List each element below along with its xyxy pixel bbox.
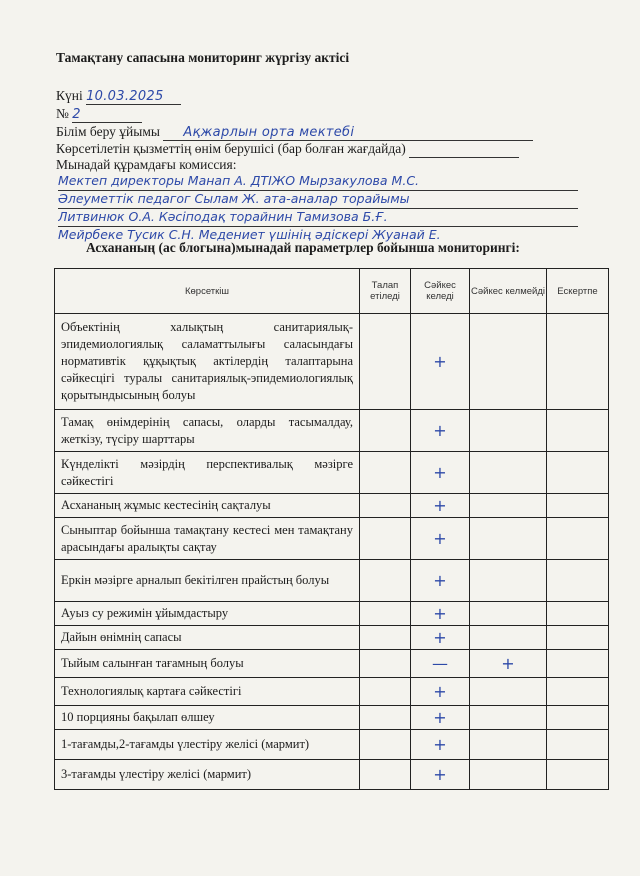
noncompliant-cell (470, 314, 547, 410)
commission-line: Мектеп директоры Манап А. ДТІЖО Мырзакулова М.С. (58, 172, 578, 191)
table-row (55, 452, 609, 494)
required-cell (360, 650, 411, 678)
indicator-cell: Тыйым салынған тағамның болуы (55, 650, 360, 678)
compliant-cell: + (411, 314, 470, 410)
provider-row (56, 141, 519, 158)
note-cell (547, 410, 609, 452)
indicator-cell: 10 порцияны бақылап өлшеу (55, 706, 360, 730)
required-cell (360, 706, 411, 730)
required-cell (360, 760, 411, 790)
table-row (55, 494, 609, 518)
date-row (56, 88, 181, 105)
header-note: Ескертпе (547, 269, 609, 314)
compliant-cell: + (411, 494, 470, 518)
required-cell (360, 730, 411, 760)
compliant-cell: + (411, 760, 470, 790)
table-row (55, 730, 609, 760)
indicator-cell: Ауыз су режимін ұйымдастыру (55, 602, 360, 626)
number-label: № (56, 106, 69, 121)
compliant-cell: + (411, 678, 470, 706)
required-cell (360, 560, 411, 602)
header-noncompliant: Сәйкес келмейді (470, 269, 547, 314)
noncompliant-cell (470, 626, 547, 650)
section-subtitle: Асхананың (ас блогына)мынадай параметрлер бойынша мониторингі: (86, 240, 520, 255)
school-label: Білім беру ұйымы (56, 124, 160, 139)
note-cell (547, 494, 609, 518)
table-row (55, 706, 609, 730)
commission-label: Мынадай құрамдағы комиссия: (56, 157, 237, 172)
note-cell (547, 706, 609, 730)
compliant-cell: + (411, 706, 470, 730)
provider-label: Көрсетілетін қызметтің өнім берушісі (бар болған жағдайда) (56, 141, 406, 156)
number-row (56, 106, 142, 123)
table-row (55, 678, 609, 706)
commission-line: Литвинюк О.А. Кәсіподақ торайнин Тамизова Б.Ғ. (58, 208, 578, 227)
note-cell (547, 650, 609, 678)
required-cell (360, 494, 411, 518)
indicator-cell: Күнделікті мәзірдің перспективалық мәзірге сәйкестігі (55, 452, 360, 494)
indicator-cell: Сыныптар бойынша тамақтану кестесі мен тамақтану арасындағы аралықты сақтау (55, 518, 360, 560)
indicator-cell: Объектінің халықтың санитариялық-эпидемиологиялық саламаттылығы саласындағы нормативтік құқықтық актілердің талаптарына сәйкесцігі туралы санитариялық-эпидемиологиялық қорытындысының болуы (55, 314, 360, 410)
document-title: Тамақтану сапасына мониторинг жүргізу актісі (56, 50, 350, 65)
note-cell (547, 560, 609, 602)
note-cell (547, 602, 609, 626)
required-cell (360, 626, 411, 650)
note-cell (547, 314, 609, 410)
number-value: 2 (72, 107, 142, 123)
note-cell (547, 626, 609, 650)
note-cell (547, 452, 609, 494)
noncompliant-cell (470, 602, 547, 626)
noncompliant-cell (470, 678, 547, 706)
table-row (55, 560, 609, 602)
table-row (55, 760, 609, 790)
note-cell (547, 518, 609, 560)
noncompliant-cell (470, 560, 547, 602)
header-indicator: Көрсеткіш (55, 269, 360, 314)
noncompliant-cell (470, 706, 547, 730)
noncompliant-cell (470, 760, 547, 790)
header-required: Талап етіледі (360, 269, 411, 314)
noncompliant-cell: + (470, 650, 547, 678)
compliant-cell: + (411, 452, 470, 494)
compliant-cell: + (411, 518, 470, 560)
required-cell (360, 678, 411, 706)
table-row (55, 518, 609, 560)
note-cell (547, 760, 609, 790)
compliant-cell: + (411, 626, 470, 650)
required-cell (360, 452, 411, 494)
indicator-cell: Еркін мәзірге арналып бекітілген прайстың болуы (55, 560, 360, 602)
table-row (55, 650, 609, 678)
compliant-cell: + (411, 730, 470, 760)
table-header-row (55, 269, 609, 314)
noncompliant-cell (470, 452, 547, 494)
provider-value-line (409, 141, 519, 158)
date-value: 10.03.2025 (86, 89, 181, 105)
noncompliant-cell (470, 410, 547, 452)
commission-line: Әлеуметтік педагог Сылам Ж. ата-аналар торайымы (58, 190, 578, 209)
compliant-cell: — (411, 650, 470, 678)
indicator-cell: Асхананың жұмыс кестесінің сақталуы (55, 494, 360, 518)
indicator-cell: Дайын өнімнің сапасы (55, 626, 360, 650)
commission-line: Мейрбеке Тусик С.Н. Медениет үшінің әдіскері Жуанай Е. (58, 227, 441, 242)
compliant-cell: + (411, 410, 470, 452)
school-value: Ақжарлын орта мектебі (163, 125, 533, 141)
required-cell (360, 518, 411, 560)
required-cell (360, 602, 411, 626)
indicator-cell: 1-тағамды,2-тағамды үлестіру желісі (мармит) (55, 730, 360, 760)
table-row (55, 410, 609, 452)
indicator-cell: 3-тағамды үлестіру желісі (мармит) (55, 760, 360, 790)
required-cell (360, 410, 411, 452)
noncompliant-cell (470, 730, 547, 760)
date-label: Күні (56, 88, 83, 103)
table-row (55, 626, 609, 650)
indicator-cell: Технологиялық картаға сәйкестігі (55, 678, 360, 706)
compliant-cell: + (411, 560, 470, 602)
noncompliant-cell (470, 494, 547, 518)
school-row (56, 124, 533, 141)
header-compliant: Сәйкес келеді (411, 269, 470, 314)
required-cell (360, 314, 411, 410)
note-cell (547, 730, 609, 760)
table-row (55, 314, 609, 410)
table-row (55, 602, 609, 626)
noncompliant-cell (470, 518, 547, 560)
compliant-cell: + (411, 602, 470, 626)
note-cell (547, 678, 609, 706)
monitoring-table (54, 268, 609, 790)
indicator-cell: Тамақ өнімдерінің сапасы, оларды тасымалдау, жеткізу, түсіру шарттары (55, 410, 360, 452)
